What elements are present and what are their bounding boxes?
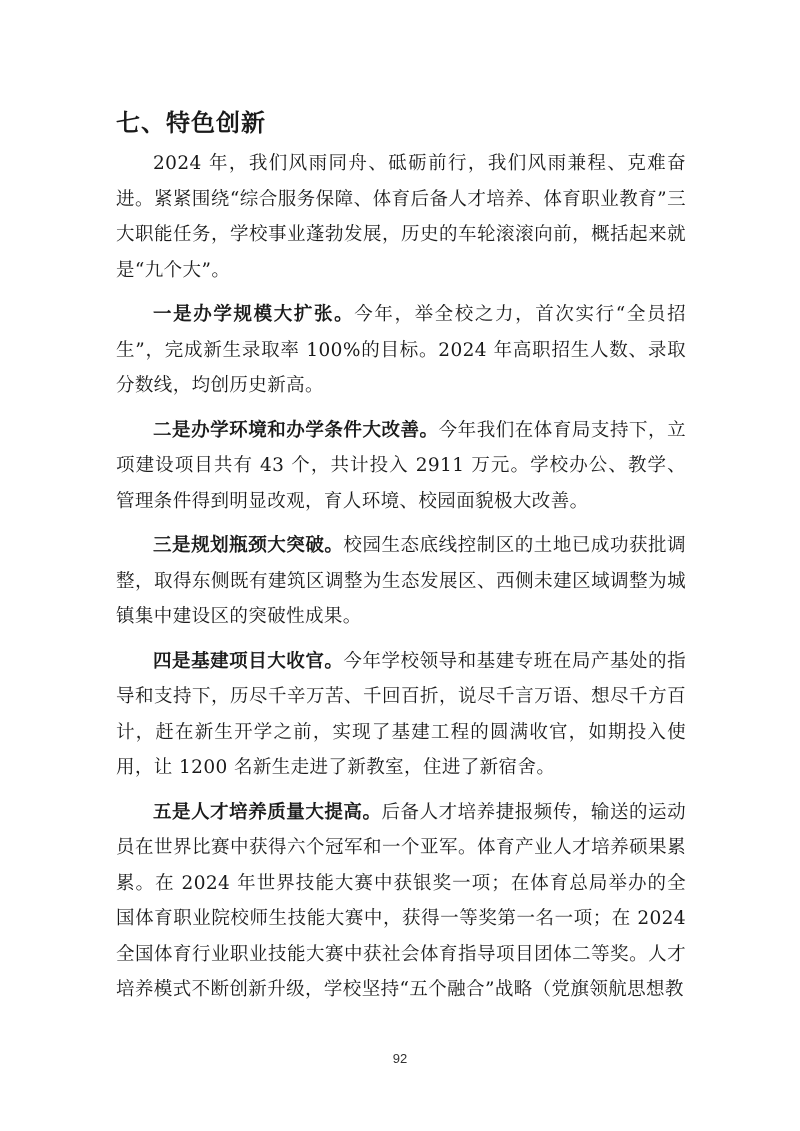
paragraph-text: 后备人才培养捷报频传，输送的运动员在世界比赛中获得六个冠军和一个亚军。体育产业人才培养硕果累累。在 2024 年世界技能大赛中获银奖一项；在体育总局举办的全国体育职业院校师生技能大赛中，获得一等奖第一名一项；在 2024 全国体育行业职业技能大赛中获社会体育指导项目团体二等奖。人才培养模式不断创新升级，学校坚持“五个融合”战略（党旗领航思想教 bbox=[116, 801, 686, 1000]
section-title: 七、特色创新 bbox=[116, 109, 266, 137]
paragraph-text: 今年我们在体育局支持下，立项建设项目共有 43 个，共计投入 2911 万元。学校办公、教学、管理条件得到明显改观，育人环境、校园面貌极大改善。 bbox=[116, 419, 686, 512]
paragraph-lead: 三是规划瓶颈大突破。 bbox=[153, 535, 344, 556]
intro-paragraph bbox=[116, 146, 686, 288]
paragraph-lead: 一是办学规模大扩张。 bbox=[153, 304, 355, 325]
paragraph-lead: 五是人才培养质量大提高。 bbox=[153, 801, 382, 823]
point-paragraph-2 bbox=[116, 413, 686, 520]
page-number: 92 bbox=[392, 1051, 408, 1066]
point-paragraph-3 bbox=[116, 528, 686, 635]
point-paragraph-1 bbox=[116, 297, 686, 404]
paragraph-lead: 二是办学环境和办学条件大改善。 bbox=[153, 419, 439, 441]
paragraph-lead: 四是基建项目大收官。 bbox=[153, 650, 344, 672]
point-paragraph-5 bbox=[116, 795, 686, 1008]
section-body bbox=[116, 146, 686, 1008]
paragraph-text: 今年，举全校之力，首次实行“全员招生”，完成新生录取率 100%的目标。2024 年高职招生人数、录取分数线，均创历史新高。 bbox=[116, 304, 686, 396]
point-paragraph-4 bbox=[116, 644, 686, 786]
paragraph-text: 2024 年，我们风雨同舟、砥砺前行，我们风雨兼程、克难奋进。紧紧围绕“综合服务保障、体育后备人才培养、体育职业教育”三大职能任务，学校事业蓬勃发展，历史的车轮滚滚向前，概括起来就是“九个大”。 bbox=[116, 153, 686, 281]
paragraph-text: 校园生态底线控制区的土地已成功获批调整，取得东侧既有建筑区调整为生态发展区、西侧未建区域调整为城镇集中建设区的突破性成果。 bbox=[116, 535, 686, 627]
paragraph-text: 今年学校领导和基建专班在局产基处的指导和支持下，历尽千辛万苦、千回百折，说尽千言万语、想尽千方百计，赶在新生开学之前，实现了基建工程的圆满收官，如期投入使用，让 1200 名新生走进了新教室，住进了新宿舍。 bbox=[116, 650, 686, 778]
